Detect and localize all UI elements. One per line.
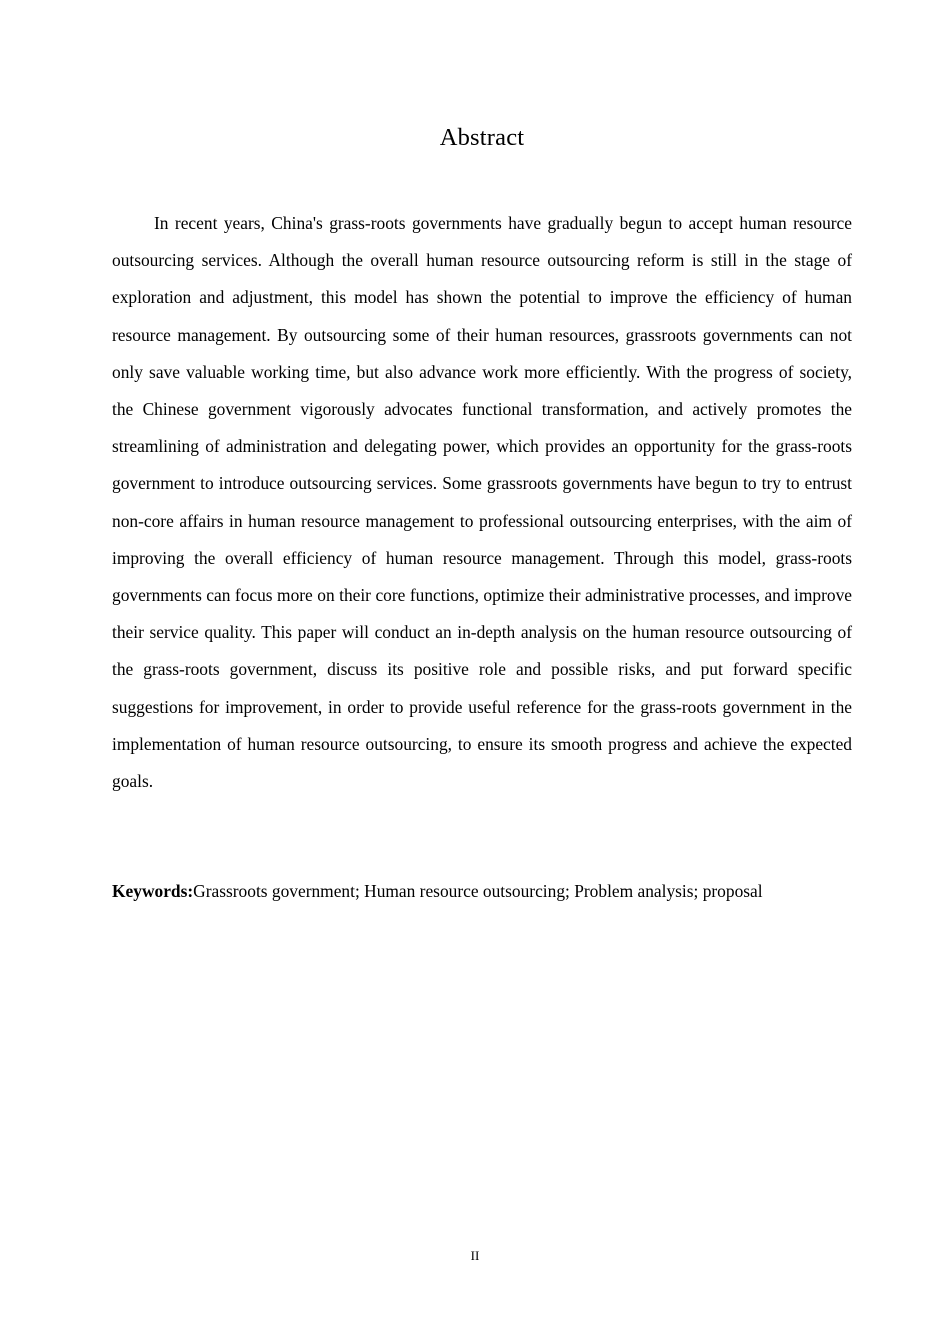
keywords-label: Keywords:	[112, 881, 194, 901]
footer-page-number: II	[470, 1248, 480, 1263]
keywords-value: Grassroots government; Human resource outsourcing; Problem analysis; proposal	[193, 881, 763, 901]
keywords-line	[112, 878, 852, 905]
page-title: Abstract	[439, 124, 525, 151]
abstract-body-paragraph: In recent years, China's grass-roots governments have gradually begun to accept human resource outsourcing services. Although the overall human resource outsourcing reform is still in the stage of exploration and adjustment, this model has shown the potential to improve the efficiency of human resource management. By outsourcing some of their human resources, grassroots governments can not only save valuable working time, but also advance work more efficiently. With the progress of society, the Chinese government vigorously advocates functional transformation, and actively promotes the streamlining of administration and delegating power, which provides an opportunity for the grass-roots government to introduce outsourcing services. Some grassroots governments have begun to try to entrust non-core affairs in human resource management to professional outsourcing enterprises, with the aim of improving the overall efficiency of human resource management. Through this model, grass-roots governments can focus more on their core functions, optimize their administrative processes, and improve their service quality. This paper will conduct an in-depth analysis on the human resource outsourcing of the grass-roots government, discuss its positive role and possible risks, and put forward specific suggestions for improvement, in order to provide useful reference for the grass-roots government in the implementation of human resource outsourcing, to ensure its smooth progress and achieve the expected goals.	[112, 213, 852, 792]
